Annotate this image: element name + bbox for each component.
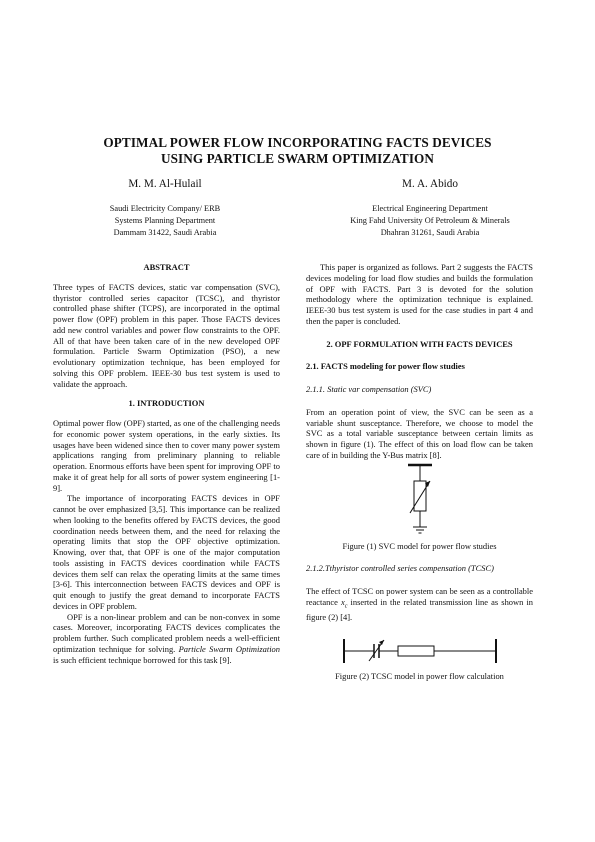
title-line-1: OPTIMAL POWER FLOW INCORPORATING FACTS DEVICES [103, 135, 492, 150]
intro-paragraph-3 [53, 612, 280, 666]
left-column [53, 262, 280, 665]
introduction-heading: 1. INTRODUCTION [128, 398, 205, 409]
svc-paragraph: From an operation point of view, the SVC can be seen as a variable shunt susceptance. Therefore, we choose to model the SVC as a total variable susceptance between certain limits as shown in figure (1). The effect of this on load flow can be taken care of in building the Y-Bus matrix [8]. [306, 406, 533, 460]
author-name-1: M. M. Al-Hulail [128, 178, 202, 190]
tcsc-heading: 2.1.2.Tthyristor controlled series compensation (TCSC) [306, 563, 494, 574]
variable-arrow [410, 481, 430, 513]
affiliation-line: Dhahran 31261, Saudi Arabia [380, 228, 480, 237]
line-impedance [398, 646, 434, 656]
abstract-text: Three types of FACTS devices, static var compensation (SVC), thyristor controlled series capacitor (TCSC), and thyristor controlled phase shifter (TCPS), are incorporated in the optimal power flow (OPF) problem in this paper. Those FACTS devices add new control variables and power flow constraints to the OPF. All of that have been taken care of in the new developed OPF formulation. Particle Swarm Optimization (PSO), a new evolutionary optimization technique, has been employed for solving this OPF problem. IEEE-30 bus test system is used to validate the approach. [53, 281, 280, 389]
tcsc-text: The effect of TCSC on power system can be seen as a controllable reactance [306, 586, 533, 607]
svc-heading: 2.1.1. Static var compensation (SVC) [306, 384, 432, 394]
author-affiliation-1 [60, 203, 270, 239]
intro-p3-emphasis: Particle Swarm Optimization [178, 643, 280, 654]
affiliation-line: Systems Planning Department [114, 216, 216, 225]
abstract-heading: ABSTRACT [143, 262, 190, 272]
reactance-symbol: $x_c$ [340, 596, 348, 610]
affiliation-line: Dammam 31422, Saudi Arabia [113, 228, 217, 237]
figure-2-caption: Figure (2) TCSC model in power flow calculation [335, 670, 504, 681]
figure-1-caption: Figure (1) SVC model for power flow studies [342, 540, 497, 551]
right-column [306, 262, 533, 682]
affiliation-line: Electrical Engineering Department [372, 204, 488, 213]
author-affiliation-2 [320, 203, 540, 239]
svc-model-figure [390, 461, 450, 541]
author-name-2: M. A. Abido [402, 178, 458, 190]
organization-paragraph: This paper is organized as follows. Part 2 suggests the FACTS devices modeling for load flow studies and builds the formulation of OPF with FACTS. Part 3 is devoted for the solution methodology where the optimization technique is explained. IEEE-30 bus test system is used for the case studies in part 4 and then the paper is concluded. [306, 262, 533, 326]
intro-p3-end: is such efficient technique borrowed for this task [9]. [53, 654, 232, 665]
paper-title [40, 135, 555, 167]
intro-paragraph-1: Optimal power flow (OPF) started, as one of the challenging needs for economic power system operations, in the early sixties. Its usages have been widened since then to cover many power system applications ranging from preliminary planning to reliable operation. Enormous efforts have been spent for improving OPF to make it of great help for all sorts of power system engineering [1-9]. [53, 418, 280, 493]
intro-paragraph-2: The importance of incorporating FACTS devices in OPF cannot be over emphasized [3,5]. This importance can be realized when looking to the benefits offered by FACTS devices, the good coordination needs between them, and the need for relaxing the operating limits that stop the OPF objective optimization. Knowing, over that, that OPF is one of the major computation tools assisting in FACTS devices coordination while FACTS devices them self can relax the operating limits at the same times [3-6]. This interconnection between FACTS devices and OPF is quit enough to justify the great demand to incorporate FACTS devices in OPF problem. [53, 493, 280, 611]
title-line-2: USING PARTICLE SWARM OPTIMIZATION [160, 151, 435, 166]
intro-p3-text: OPF is a non-linear problem and can be non-convex in some cases. Moreover, incorporating FACTS devices complicates the problem further. Such complicated problem needs a well-efficient optimization technique for solving. [53, 611, 280, 654]
tcsc-paragraph [306, 586, 533, 623]
section-2-heading: 2. OPF FORMULATION WITH FACTS DEVICES [326, 338, 513, 349]
affiliation-line: King Fahd University Of Petroleum & Minerals [350, 216, 510, 225]
tcsc-model-figure [340, 631, 500, 671]
affiliation-line: Saudi Electricity Company/ ERB [109, 204, 221, 213]
subsection-2-1-heading: 2.1. FACTS modeling for power flow studies [306, 361, 465, 372]
tcsc-text-end: inserted in the related transmission line as shown in figure (2) [4]. [306, 596, 534, 623]
variable-susceptance [414, 481, 426, 511]
